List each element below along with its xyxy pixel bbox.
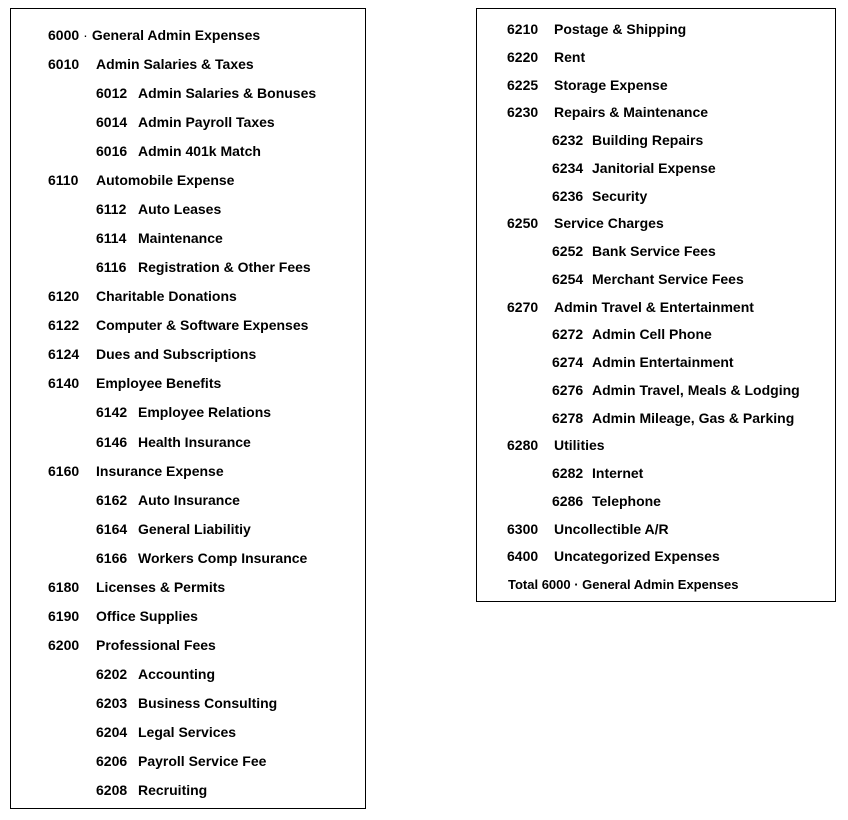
account-row bbox=[507, 49, 585, 65]
account-code: 6250 bbox=[507, 215, 539, 232]
account-label: Building Repairs bbox=[592, 132, 704, 148]
account-label: Internet bbox=[592, 465, 644, 481]
account-label: Janitorial Expense bbox=[592, 159, 716, 176]
account-code: 6200 bbox=[48, 636, 80, 653]
account-label: Rent bbox=[554, 48, 586, 65]
account-label: Admin 401k Match bbox=[138, 143, 261, 160]
account-code: 6202 bbox=[96, 665, 128, 682]
sub-account-row bbox=[96, 434, 251, 450]
account-label: Legal Services bbox=[138, 723, 237, 740]
account-code: 6122 bbox=[48, 317, 80, 334]
account-label: General Liabilitiy bbox=[138, 520, 251, 537]
account-label: Uncollectible A/R bbox=[554, 520, 669, 537]
account-label: Admin Travel, Meals & Lodging bbox=[592, 381, 800, 398]
account-row bbox=[48, 579, 225, 595]
account-row bbox=[507, 77, 668, 93]
header-code: 6000 bbox=[48, 27, 80, 43]
account-label: Health Insurance bbox=[138, 433, 251, 450]
account-code: 6210 bbox=[507, 21, 539, 37]
account-row bbox=[507, 437, 605, 453]
account-label: Employee Relations bbox=[138, 404, 272, 421]
header-label: General Admin Expenses bbox=[91, 27, 261, 43]
account-code: 6272 bbox=[552, 326, 584, 343]
account-code: 6230 bbox=[507, 104, 539, 121]
account-label: Service Charges bbox=[554, 215, 664, 232]
account-code: 6014 bbox=[96, 114, 128, 131]
account-label: Admin Mileage, Gas & Parking bbox=[592, 409, 795, 426]
account-label: Charitable Donations bbox=[96, 288, 237, 305]
account-label: Admin Salaries & Taxes bbox=[96, 56, 254, 72]
account-code: 6160 bbox=[48, 462, 80, 479]
account-row bbox=[507, 21, 686, 37]
account-label: Licenses & Permits bbox=[96, 578, 226, 595]
sub-account-row bbox=[96, 695, 277, 711]
account-row bbox=[507, 215, 664, 231]
account-label: Uncategorized Expenses bbox=[554, 548, 720, 565]
account-row bbox=[48, 288, 237, 304]
account-code: 6234 bbox=[552, 159, 584, 176]
sub-account-row bbox=[96, 492, 240, 508]
account-row bbox=[507, 548, 720, 564]
account-list-panel-left bbox=[10, 8, 366, 809]
sub-account-row bbox=[96, 782, 207, 798]
account-label: Telephone bbox=[592, 492, 661, 509]
account-row bbox=[507, 104, 708, 120]
sub-account-row bbox=[552, 354, 734, 370]
account-code: 6124 bbox=[48, 346, 80, 363]
account-code: 6016 bbox=[96, 143, 128, 160]
account-label: Admin Entertainment bbox=[592, 354, 734, 370]
account-label: Storage Expense bbox=[554, 76, 668, 93]
account-code: 6166 bbox=[96, 549, 128, 566]
account-code: 6010 bbox=[48, 56, 80, 72]
sub-account-row bbox=[552, 326, 712, 342]
account-code: 6236 bbox=[552, 187, 584, 204]
sub-account-row bbox=[96, 521, 251, 537]
account-code: 6146 bbox=[96, 433, 128, 450]
account-row bbox=[48, 346, 256, 362]
account-code: 6142 bbox=[96, 404, 128, 421]
account-code: 6225 bbox=[507, 76, 539, 93]
account-code: 6110 bbox=[48, 172, 79, 189]
account-code: 6164 bbox=[96, 520, 128, 537]
account-code: 6278 bbox=[552, 409, 584, 426]
account-row bbox=[48, 56, 254, 72]
list-header bbox=[48, 27, 260, 43]
sub-account-row bbox=[96, 201, 221, 217]
account-code: 6232 bbox=[552, 132, 584, 148]
account-code: 6252 bbox=[552, 243, 584, 259]
sub-account-row bbox=[96, 550, 307, 566]
account-label: Registration & Other Fees bbox=[138, 259, 311, 276]
account-label: Admin Travel & Entertainment bbox=[554, 298, 754, 315]
account-row bbox=[48, 317, 308, 333]
account-label: Auto Leases bbox=[138, 201, 222, 218]
account-code: 6120 bbox=[48, 288, 80, 305]
account-label: Automobile Expense bbox=[96, 172, 235, 189]
account-code: 6112 bbox=[96, 201, 127, 218]
sub-account-row bbox=[96, 666, 215, 682]
sub-account-row bbox=[552, 271, 744, 287]
sub-account-row bbox=[96, 404, 271, 420]
account-label: Admin Cell Phone bbox=[592, 326, 712, 343]
account-code: 6208 bbox=[96, 782, 128, 798]
account-label: Bank Service Fees bbox=[592, 243, 716, 259]
account-label: Auto Insurance bbox=[138, 491, 240, 508]
sub-account-row bbox=[96, 114, 275, 130]
account-label: Computer & Software Expenses bbox=[96, 317, 309, 334]
account-code: 6203 bbox=[96, 694, 128, 711]
sub-account-row bbox=[96, 724, 236, 740]
account-row bbox=[48, 375, 221, 391]
account-code: 6114 bbox=[96, 230, 127, 247]
account-label: Accounting bbox=[138, 665, 215, 682]
account-code: 6162 bbox=[96, 491, 128, 508]
account-label: Admin Salaries & Bonuses bbox=[138, 85, 317, 102]
sub-account-row bbox=[552, 188, 647, 204]
account-row bbox=[48, 463, 224, 479]
account-label: Employee Benefits bbox=[96, 375, 222, 392]
account-label: Professional Fees bbox=[96, 636, 216, 653]
account-label: Dues and Subscriptions bbox=[96, 346, 257, 363]
sub-account-row bbox=[96, 143, 261, 159]
account-label: Maintenance bbox=[138, 230, 223, 247]
account-label: Postage & Shipping bbox=[554, 21, 687, 37]
account-code: 6270 bbox=[507, 298, 539, 315]
account-label: Merchant Service Fees bbox=[592, 270, 744, 287]
account-label: Repairs & Maintenance bbox=[554, 104, 709, 121]
account-label: Office Supplies bbox=[96, 607, 198, 624]
sub-account-row bbox=[96, 85, 316, 101]
account-code: 6220 bbox=[507, 48, 539, 65]
sub-account-row bbox=[552, 382, 800, 398]
account-label: Security bbox=[592, 187, 648, 204]
sub-account-row bbox=[552, 160, 716, 176]
account-label: Workers Comp Insurance bbox=[138, 549, 308, 566]
sub-account-row bbox=[552, 493, 661, 509]
account-label: Admin Payroll Taxes bbox=[138, 114, 275, 131]
account-code: 6282 bbox=[552, 465, 584, 481]
account-code: 6180 bbox=[48, 578, 80, 595]
sub-account-row bbox=[552, 410, 794, 426]
account-code: 6116 bbox=[96, 259, 127, 276]
account-code: 6300 bbox=[507, 520, 539, 537]
account-label: Insurance Expense bbox=[96, 462, 224, 479]
account-label: Payroll Service Fee bbox=[138, 752, 267, 769]
account-label: Business Consulting bbox=[138, 694, 278, 711]
sub-account-row bbox=[96, 259, 311, 275]
account-code: 6286 bbox=[552, 492, 584, 509]
sub-account-row bbox=[552, 243, 716, 259]
account-code: 6140 bbox=[48, 375, 80, 392]
account-code: 6190 bbox=[48, 607, 80, 624]
account-code: 6274 bbox=[552, 354, 584, 370]
account-code: 6204 bbox=[96, 723, 128, 740]
sub-account-row bbox=[552, 465, 643, 481]
sub-account-row bbox=[96, 230, 223, 246]
account-list-panel-right bbox=[476, 8, 836, 602]
account-code: 6012 bbox=[96, 85, 128, 102]
account-row bbox=[507, 299, 754, 315]
account-code: 6206 bbox=[96, 752, 128, 769]
account-row bbox=[48, 172, 234, 188]
account-row bbox=[48, 637, 216, 653]
account-row bbox=[507, 521, 669, 537]
account-code: 6276 bbox=[552, 381, 584, 398]
account-code: 6400 bbox=[507, 548, 539, 565]
sub-account-row bbox=[552, 132, 703, 148]
account-code: 6254 bbox=[552, 270, 584, 287]
account-label: Utilities bbox=[554, 437, 605, 454]
sub-account-row bbox=[96, 753, 266, 769]
total-row: Total 6000 · General Admin Expenses bbox=[508, 577, 739, 592]
account-code: 6280 bbox=[507, 437, 539, 454]
header-separator: · bbox=[83, 27, 88, 43]
account-label: Recruiting bbox=[138, 782, 208, 798]
account-row bbox=[48, 608, 198, 624]
